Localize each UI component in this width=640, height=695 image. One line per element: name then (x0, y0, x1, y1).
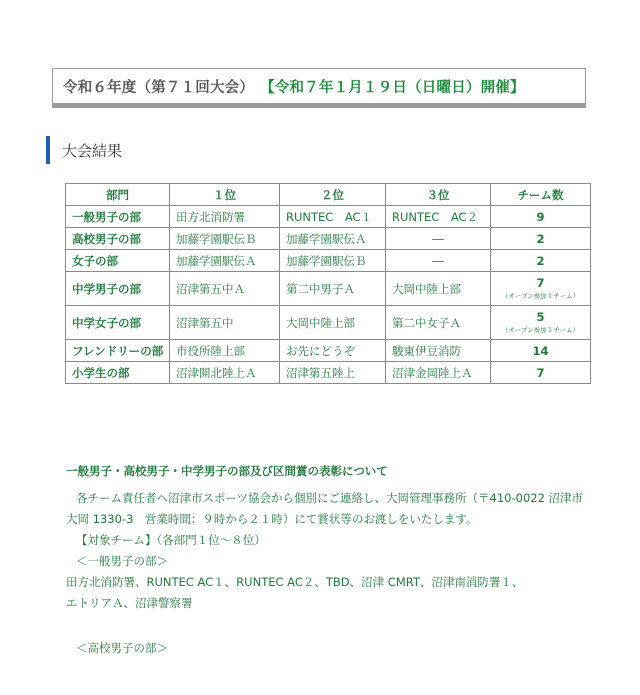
cell-third: ― (386, 228, 491, 250)
cell-third: 大岡中陸上部 (386, 272, 491, 306)
results-table (65, 183, 591, 384)
notice-general-teams: 田方北消防署、RUNTEC AC１、RUNTEC AC２、TBD、沼津 CMRT、沼津南消防署１、 (66, 575, 524, 589)
col-header-second: ２位 (280, 184, 386, 206)
notice-highschool-heading: ＜高校男子の部＞ (76, 641, 168, 655)
cell-count: 9 (491, 206, 591, 228)
col-header-first: １位 (170, 184, 280, 206)
cell-second: 大岡中陸上部 (280, 306, 386, 340)
section-accent-bar (46, 136, 50, 164)
cell-first: 加藤学園駅伝Ｂ (170, 228, 280, 250)
notice-general-teams: エトリアＡ、沼津警察署 (66, 596, 193, 610)
cell-second: 加藤学園駅伝Ａ (280, 228, 386, 250)
cell-third: 駿東伊豆消防 (386, 340, 491, 362)
cell-dept: 中学男子の部 (66, 272, 170, 306)
cell-second: 加藤学園駅伝Ｂ (280, 250, 386, 272)
table-row (66, 272, 591, 306)
cell-second: お先にどうぞ (280, 340, 386, 362)
cell-first: 田方北消防署 (170, 206, 280, 228)
count-note: （オープン参加１チーム） (501, 292, 580, 300)
cell-third: 沼津金岡陸上Ａ (386, 362, 491, 384)
cell-count: 14 (491, 340, 591, 362)
cell-first: 市役所陸上部 (170, 340, 280, 362)
cell-third: ― (386, 250, 491, 272)
cell-second: 第二中男子Ａ (280, 272, 386, 306)
header-edition: 令和６年度（第７１回大会） (63, 79, 255, 96)
col-header-dept: 部門 (66, 184, 170, 206)
cell-dept: 女子の部 (66, 250, 170, 272)
notice-body-line: 大岡 1330-3 営業時間：９時から２１時）にて賞状等のお渡しをいたします。 (66, 512, 478, 526)
notice-spacer (66, 614, 606, 638)
year-header (52, 68, 586, 104)
table-row (66, 362, 591, 384)
count-note: （オープン参加１チーム） (501, 326, 580, 334)
cell-dept: 小学生の部 (66, 362, 170, 384)
cell-dept: 中学女子の部 (66, 306, 170, 340)
header-underline (52, 104, 586, 108)
col-header-count: チーム数 (491, 184, 591, 206)
table-row (66, 206, 591, 228)
header-date: 【令和７年１月１９日（日曜日）開催】 (260, 79, 525, 96)
table-row (66, 340, 591, 362)
notice-general-heading: ＜一般男子の部＞ (76, 554, 168, 568)
table-header-row (66, 184, 591, 206)
cell-second: RUNTEC AC１ (280, 206, 386, 228)
cell-count: 2 (491, 250, 591, 272)
table-row (66, 250, 591, 272)
cell-first: 沼津開北陸上Ａ (170, 362, 280, 384)
cell-count (491, 306, 591, 340)
cell-first: 沼津第五中Ａ (170, 272, 280, 306)
cell-count: 2 (491, 228, 591, 250)
cell-count: 7 (491, 362, 591, 384)
col-header-third: ３位 (386, 184, 491, 206)
award-notice (66, 463, 606, 659)
cell-third: RUNTEC AC２ (386, 206, 491, 228)
table-row (66, 306, 591, 340)
notice-heading: 一般男子・高校男子・中学男子の部及び区間賞の表彰について (66, 464, 388, 478)
cell-first: 加藤学園駅伝Ａ (170, 250, 280, 272)
cell-third: 第二中女子Ａ (386, 306, 491, 340)
notice-body-line: 各チーム責任者へ沼津市スポーツ協会から個別にご連絡し、大岡管理事務所（〒410-0022 沼津市 (76, 491, 584, 505)
notice-target: 【対象チーム】（各部門１位～８位） (76, 533, 266, 547)
cell-first: 沼津第五中 (170, 306, 280, 340)
count-value: 7 (536, 276, 545, 290)
table-row (66, 228, 591, 250)
cell-dept: フレンドリーの部 (66, 340, 170, 362)
cell-dept: 一般男子の部 (66, 206, 170, 228)
cell-count (491, 272, 591, 306)
cell-dept: 高校男子の部 (66, 228, 170, 250)
cell-second: 沼津第五陸上 (280, 362, 386, 384)
section-results (46, 136, 122, 164)
section-title: 大会結果 (62, 141, 123, 160)
count-value: 5 (536, 310, 545, 324)
